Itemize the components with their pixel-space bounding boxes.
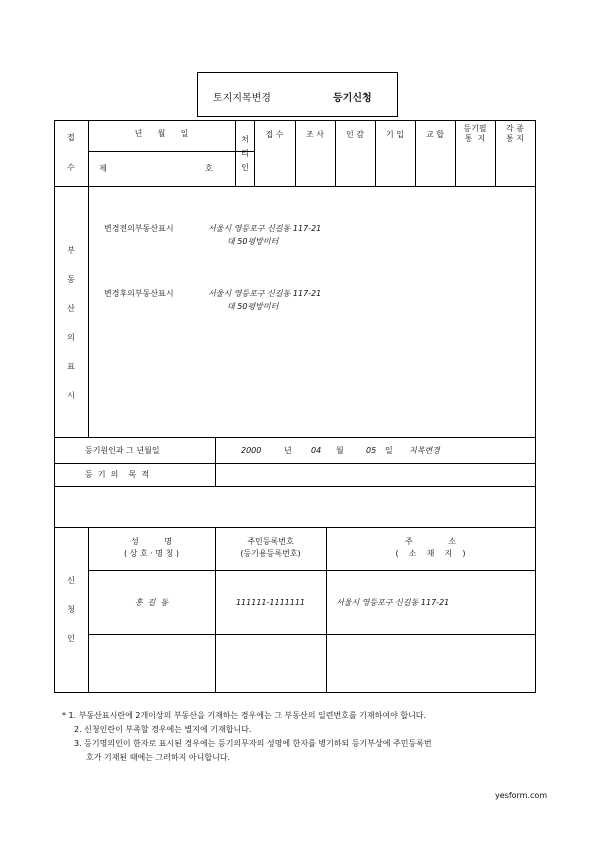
main-form-table: [54, 120, 536, 693]
address-subheader: ( 소 재 지 ): [395, 549, 466, 558]
cause-day: 05: [366, 446, 377, 455]
before-area: 대 50평방미터: [227, 237, 279, 246]
after-label: 변경후의부동산표시: [104, 289, 174, 298]
property-side-label: 부 동 산 의 표 시: [67, 246, 75, 400]
step-various-notice: 각 종 통 지: [506, 124, 524, 143]
step-receipt: 접 수: [265, 130, 284, 139]
note-1: * 1. 부동산표시란에 2개이상의 부동산을 기재하는 경우에는 그 부동산의 일련번호를 기재하여야 합니다.: [62, 711, 427, 720]
cause-year-unit: 년: [284, 446, 292, 455]
processor-label-2: 리: [241, 149, 249, 158]
cause-text: 지목변경: [409, 446, 440, 455]
step-notice: 등기필 통 지: [463, 124, 487, 143]
receipt-label-top: 접: [67, 133, 75, 142]
processor-label-1: 처: [241, 135, 249, 144]
form-title-suffix: 등기신청: [333, 93, 372, 104]
footer-brand: yesform.com: [495, 791, 548, 800]
form-title: 토지지목변경: [213, 93, 271, 104]
id-subheader: (등기용등록번호): [240, 549, 301, 558]
cause-year: 2000: [241, 446, 262, 455]
id-header: 주민등록번호: [247, 537, 294, 546]
after-area: 대 50평방미터: [227, 302, 279, 311]
name-subheader: ( 상 호 · 명 칭 ): [124, 549, 179, 558]
applicant-id: 111111-1111111: [235, 598, 306, 607]
receipt-label-bottom: 수: [67, 163, 75, 172]
receipt-number-suffix: 호: [205, 164, 213, 173]
step-investigation: 조 사: [306, 130, 324, 139]
step-entry: 기 입: [386, 130, 404, 139]
cause-label: 등기원인과 그 년월일: [85, 446, 160, 455]
applicant-address: 서울시 영등포구 신길동 117-21: [336, 598, 450, 607]
after-address: 서울시 영등포구 신길동 117-21: [208, 289, 322, 298]
receipt-date-label: 년 월 일: [134, 129, 189, 138]
before-label: 변경전의부동산표시: [104, 224, 174, 233]
step-verify: 교 합: [426, 130, 444, 139]
step-seal: 인 감: [346, 130, 364, 139]
purpose-label: 등 기 의 목 적: [85, 470, 150, 479]
title-box: [197, 72, 398, 117]
receipt-number-prefix: 제: [99, 164, 107, 173]
note-3: 3. 등기명의인이 한자로 표시된 경우에는 등기의무자의 성명에 한자를 병기하되 등기부상에 주민등록번: [74, 739, 432, 748]
cause-month-unit: 월: [336, 446, 344, 455]
notes: [62, 709, 432, 765]
applicant-name: 홍 길 동: [134, 598, 169, 607]
applicant-side-label: 신 청 인: [67, 576, 75, 643]
before-address: 서울시 영등포구 신길동 117-21: [208, 224, 322, 233]
cause-day-unit: 일: [385, 446, 393, 455]
note-3-cont: 호가 기재된 때에는 그러하지 아니합니다.: [86, 753, 231, 762]
processor-label-3: 인: [241, 163, 249, 172]
cause-month: 04: [311, 446, 322, 455]
name-header: 성 명: [131, 537, 172, 546]
note-2: 2. 신청인란이 부족할 경우에는 별지에 기재합니다.: [74, 725, 252, 734]
address-header: 주 소: [404, 537, 457, 546]
